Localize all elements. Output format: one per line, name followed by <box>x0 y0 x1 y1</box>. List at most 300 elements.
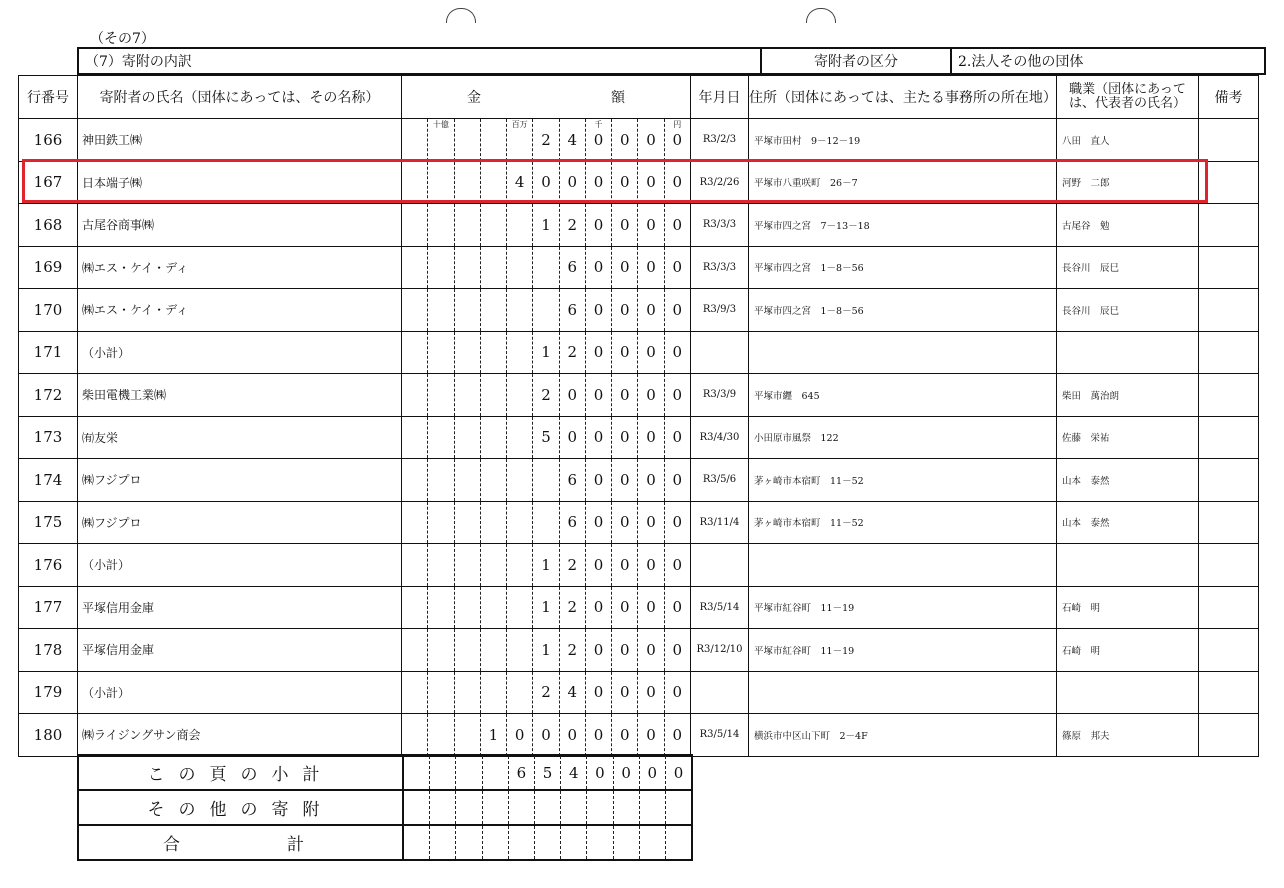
amount-digit-value: 2 <box>541 385 551 404</box>
amount-digit <box>586 502 612 544</box>
amount-digit <box>428 672 454 714</box>
amount-digit <box>614 756 640 789</box>
header-name: 寄附者の氏名（団体にあっては、その名称） <box>78 76 402 119</box>
amount-digit <box>481 672 507 714</box>
remarks-cell <box>1199 119 1259 162</box>
amount-digit <box>560 374 586 416</box>
amount-digit <box>560 459 586 501</box>
row-number: 169 <box>19 246 78 289</box>
amount-digit <box>560 332 586 374</box>
donor-representative: 河野 二郎 <box>1057 161 1199 204</box>
donor-name: ㈱エス・ケイ・ディ <box>78 246 402 289</box>
amount-digit <box>455 544 481 586</box>
amount-digit <box>533 714 559 756</box>
donor-address: 茅ヶ崎市本宿町 11－52 <box>749 459 1057 502</box>
amount-digit <box>665 587 690 629</box>
amount-digit-value: 0 <box>541 173 551 192</box>
amount-digit-value: 0 <box>646 513 656 532</box>
amount-digit <box>430 791 456 824</box>
amount-digit <box>560 502 586 544</box>
remarks-cell <box>1199 331 1259 374</box>
amount-digit <box>481 247 507 289</box>
amount-digit-value: 1 <box>488 725 499 744</box>
amount-digit <box>560 247 586 289</box>
amount-digit <box>586 374 612 416</box>
amount-digit-value: 0 <box>593 343 604 362</box>
remarks-cell <box>1199 629 1259 672</box>
amount-digit-value: 1 <box>541 555 551 574</box>
amount-digit-value: 0 <box>619 683 630 702</box>
donor-address: 横浜市中区山下町 2－4F <box>749 714 1057 757</box>
donor-representative: 山本 泰然 <box>1057 459 1199 502</box>
amount-digit <box>640 791 666 824</box>
amount-digit <box>507 204 533 246</box>
donor-address: 平塚市四之宮 7－13－18 <box>749 204 1057 247</box>
amount-digit-value: 0 <box>672 683 683 702</box>
donor-address: 平塚市四之宮 1－8－56 <box>749 246 1057 289</box>
donation-amount <box>402 671 691 714</box>
amount-digit-value: 0 <box>514 725 525 744</box>
donor-address: 小田原市風祭 122 <box>749 416 1057 459</box>
amount-digit <box>428 544 454 586</box>
amount-digit <box>402 119 428 161</box>
amount-digit <box>638 247 664 289</box>
donor-representative <box>1057 671 1199 714</box>
amount-digit <box>665 544 690 586</box>
page-label: （その7） <box>90 31 155 47</box>
amount-digit <box>430 756 456 789</box>
amount-digit <box>428 714 454 756</box>
table-header-row <box>19 76 1259 119</box>
amount-digit <box>428 459 454 501</box>
donor-name: 平塚信用金庫 <box>78 586 402 629</box>
amount-digit-value: 4 <box>567 683 577 702</box>
amount-digit-value: 0 <box>672 640 683 659</box>
donor-name: ㈱フジプロ <box>78 501 402 544</box>
amount-digit-value: 0 <box>619 470 630 489</box>
row-number: 170 <box>19 289 78 332</box>
donation-date: R3/3/3 <box>691 204 749 247</box>
amount-digit-value: 0 <box>567 428 577 447</box>
amount-digit <box>640 826 666 859</box>
amount-digit <box>560 714 586 756</box>
amount-digit-value: 0 <box>646 470 656 489</box>
amount-digit <box>586 204 612 246</box>
section-title: （7）寄附の内訳 <box>78 48 761 74</box>
amount-digit-value: 1 <box>541 215 551 234</box>
amount-digit <box>535 791 561 824</box>
amount-digit-value: 0 <box>646 683 656 702</box>
amount-digit <box>402 502 428 544</box>
amount-digit <box>665 289 690 331</box>
table-row <box>19 671 1259 714</box>
amount-digit <box>612 204 638 246</box>
amount-digit-value: 0 <box>646 428 656 447</box>
header-band <box>77 47 1266 75</box>
amount-digit <box>638 502 664 544</box>
amount-digit-value: 2 <box>567 640 577 659</box>
remarks-cell <box>1199 289 1259 332</box>
amount-digit <box>586 587 612 629</box>
donor-name: ㈲友栄 <box>78 416 402 459</box>
amount-digit-value: 0 <box>619 215 630 234</box>
table-row <box>19 544 1259 587</box>
row-highlight-box <box>22 159 1208 203</box>
amount-digit <box>586 417 612 459</box>
amount-digit <box>638 204 664 246</box>
amount-digit <box>455 629 481 671</box>
donor-address <box>749 671 1057 714</box>
row-number: 168 <box>19 204 78 247</box>
amount-digit <box>612 247 638 289</box>
amount-digit <box>507 587 533 629</box>
amount-digit-value: 0 <box>619 385 630 404</box>
amount-digit <box>507 714 533 756</box>
amount-digit-value: 0 <box>672 428 683 447</box>
amount-digit <box>533 247 559 289</box>
amount-digit-value: 2 <box>567 555 577 574</box>
amount-digit <box>638 544 664 586</box>
amount-digit-value: 0 <box>619 513 630 532</box>
remarks-cell <box>1199 671 1259 714</box>
punch-hole-mark <box>806 8 836 23</box>
amount-digit <box>665 459 690 501</box>
amount-digit <box>428 629 454 671</box>
table-row <box>19 629 1259 672</box>
amount-digit <box>430 826 456 859</box>
amount-digit <box>402 374 428 416</box>
amount-digit <box>586 119 612 161</box>
donation-amount <box>402 416 691 459</box>
donor-representative: 山本 泰然 <box>1057 501 1199 544</box>
table-row <box>19 331 1259 374</box>
amount-digit-value: 1 <box>541 343 551 362</box>
amount-digit-value: 0 <box>646 598 656 617</box>
remarks-cell <box>1199 246 1259 289</box>
donation-amount <box>402 331 691 374</box>
amount-digit <box>455 672 481 714</box>
amount-digit <box>614 826 640 859</box>
amount-digit-value: 0 <box>619 130 630 149</box>
amount-digit <box>455 459 481 501</box>
amount-digit <box>533 417 559 459</box>
donation-date: R3/12/10 <box>691 629 749 672</box>
amount-digit-value: 0 <box>672 513 683 532</box>
amount-digit <box>561 756 587 789</box>
header-row-no: 行番号 <box>19 76 78 119</box>
amount-digit <box>533 332 559 374</box>
donor-name: ㈱フジプロ <box>78 459 402 502</box>
table-row <box>19 289 1259 332</box>
donation-date: R3/3/9 <box>691 374 749 417</box>
other-donations-row <box>78 790 692 825</box>
amount-digit <box>535 756 561 789</box>
amount-digit <box>507 119 533 161</box>
amount-digit <box>586 629 612 671</box>
amount-digit-value: 0 <box>619 555 630 574</box>
amount-digit <box>560 289 586 331</box>
amount-digit <box>666 791 691 824</box>
donation-amount <box>402 289 691 332</box>
donor-representative: 長谷川 辰巳 <box>1057 289 1199 332</box>
row-number: 179 <box>19 671 78 714</box>
donor-name: ㈱ライジングサン商会 <box>78 714 402 757</box>
amount-digit <box>483 756 509 789</box>
amount-digit-value: 0 <box>593 683 604 702</box>
amount-digit <box>560 119 586 161</box>
amount-digit-value: 0 <box>646 300 656 319</box>
amount-digit <box>560 544 586 586</box>
table-row <box>19 714 1259 757</box>
remarks-cell <box>1199 544 1259 587</box>
row-number: 172 <box>19 374 78 417</box>
amount-digit-value: 0 <box>567 385 577 404</box>
amount-digit <box>481 502 507 544</box>
amount-digit <box>509 756 535 789</box>
amount-digit-value: 0 <box>619 343 630 362</box>
donation-amount <box>402 204 691 247</box>
amount-digit-value: 0 <box>646 258 656 277</box>
amount-digit <box>638 587 664 629</box>
donation-amount <box>402 119 691 162</box>
amount-digit <box>428 289 454 331</box>
amount-digit <box>428 332 454 374</box>
amount-digit <box>666 756 691 789</box>
amount-digit-value: 0 <box>593 300 604 319</box>
row-number: 176 <box>19 544 78 587</box>
table-row <box>19 586 1259 629</box>
donation-date: R3/9/3 <box>691 289 749 332</box>
amount-digit <box>612 332 638 374</box>
row-number: 178 <box>19 629 78 672</box>
amount-digit <box>665 119 690 161</box>
donor-address <box>749 331 1057 374</box>
donor-address: 平塚市紅谷町 11－19 <box>749 586 1057 629</box>
amount-digit-value: 0 <box>646 173 656 192</box>
amount-digit <box>665 374 690 416</box>
amount-digit <box>402 289 428 331</box>
donation-date <box>691 671 749 714</box>
amount-digit <box>533 587 559 629</box>
amount-digit <box>612 417 638 459</box>
donation-amount <box>402 586 691 629</box>
amount-digit <box>612 502 638 544</box>
amount-digit <box>665 629 690 671</box>
amount-digit <box>560 417 586 459</box>
donation-amount <box>402 501 691 544</box>
amount-digit-value: 0 <box>672 258 683 277</box>
amount-digit <box>560 587 586 629</box>
amount-digit-value: 0 <box>672 598 683 617</box>
amount-digit <box>481 289 507 331</box>
amount-digit <box>612 119 638 161</box>
amount-digit <box>507 459 533 501</box>
amount-digit <box>533 119 559 161</box>
row-number: 177 <box>19 586 78 629</box>
amount-digit <box>455 502 481 544</box>
amount-digit <box>428 502 454 544</box>
amount-digit <box>587 826 613 859</box>
amount-digit <box>455 332 481 374</box>
amount-digit-value: 0 <box>619 258 630 277</box>
amount-digit-value: 0 <box>672 385 683 404</box>
amount-unit-label: 十億 <box>432 120 449 129</box>
amount-digit <box>612 629 638 671</box>
amount-digit <box>612 544 638 586</box>
donor-representative: 柴田 萬治朗 <box>1057 374 1199 417</box>
amount-digit-value: 0 <box>593 725 604 744</box>
grand-total-row <box>78 825 692 860</box>
amount-digit <box>638 289 664 331</box>
amount-digit-value: 0 <box>672 215 683 234</box>
amount-digit-value: 5 <box>542 763 553 782</box>
donation-amount <box>402 459 691 502</box>
amount-digit <box>509 791 535 824</box>
donor-name: ㈱エス・ケイ・ディ <box>78 289 402 332</box>
table-row <box>19 204 1259 247</box>
amount-digit-value: 0 <box>646 130 656 149</box>
amount-digit-value: 0 <box>595 763 605 782</box>
donor-address: 茅ヶ崎市本宿町 11－52 <box>749 501 1057 544</box>
donor-address <box>749 544 1057 587</box>
donation-amount <box>402 714 691 757</box>
donor-representative: 佐藤 栄祐 <box>1057 416 1199 459</box>
amount-digit-value: 1 <box>541 598 551 617</box>
amount-digit-value: 0 <box>619 428 630 447</box>
amount-digit-value: 0 <box>672 725 683 744</box>
amount-digit <box>481 587 507 629</box>
table-row <box>19 501 1259 544</box>
donor-representative: 石崎 明 <box>1057 629 1199 672</box>
amount-digit <box>402 247 428 289</box>
amount-digit <box>404 756 430 789</box>
amount-digit-value: 2 <box>567 598 577 617</box>
row-number: 166 <box>19 119 78 162</box>
amount-digit <box>638 332 664 374</box>
donor-category-label: 寄附者の区分 <box>761 48 951 74</box>
amount-digit-value: 0 <box>619 640 630 659</box>
amount-digit <box>560 629 586 671</box>
amount-digit-value: 0 <box>672 470 683 489</box>
amount-digit <box>455 714 481 756</box>
amount-digit <box>507 374 533 416</box>
donation-date: R3/5/6 <box>691 459 749 502</box>
amount-digit <box>665 672 690 714</box>
donation-amount <box>402 246 691 289</box>
amount-digit-value: 0 <box>619 725 630 744</box>
amount-digit <box>612 587 638 629</box>
amount-digit-value: 2 <box>567 215 577 234</box>
amount-digit <box>481 714 507 756</box>
amount-digit <box>456 791 482 824</box>
amount-digit <box>638 119 664 161</box>
amount-digit-value: 0 <box>619 300 630 319</box>
amount-digit <box>402 459 428 501</box>
amount-digit <box>533 672 559 714</box>
amount-digit <box>666 826 691 859</box>
amount-digit-value: 0 <box>541 725 551 744</box>
amount-digit <box>665 332 690 374</box>
amount-digit <box>481 119 507 161</box>
amount-digit-value: 0 <box>673 763 684 782</box>
amount-digit <box>640 756 666 789</box>
amount-digit <box>483 826 509 859</box>
donor-address: 平塚市四之宮 1－8－56 <box>749 289 1057 332</box>
donor-name: 古尾谷商事㈱ <box>78 204 402 247</box>
amount-digit-value: 0 <box>593 555 604 574</box>
amount-digit <box>428 587 454 629</box>
amount-digit <box>507 289 533 331</box>
amount-digit <box>507 629 533 671</box>
amount-digit <box>533 502 559 544</box>
amount-digit-value: 5 <box>541 428 551 447</box>
amount-digit-value: 0 <box>593 215 604 234</box>
amount-digit <box>586 289 612 331</box>
header-occupation: 職業（団体にあっては、代表者の氏名） <box>1057 76 1199 119</box>
amount-digit <box>481 544 507 586</box>
amount-digit <box>665 714 690 756</box>
table-row <box>19 416 1259 459</box>
amount-digit <box>455 204 481 246</box>
amount-digit <box>586 459 612 501</box>
amount-digit <box>455 119 481 161</box>
amount-digit-value: 4 <box>567 130 577 149</box>
amount-digit <box>587 756 613 789</box>
amount-digit <box>402 714 428 756</box>
amount-digit-value: 0 <box>593 130 604 149</box>
donation-amount <box>402 544 691 587</box>
amount-digit <box>404 826 430 859</box>
amount-digit <box>533 204 559 246</box>
row-number: 180 <box>19 714 78 757</box>
amount-digit-value: 0 <box>567 173 577 192</box>
amount-digit-value: 0 <box>646 215 656 234</box>
amount-digit <box>507 247 533 289</box>
remarks-cell <box>1199 501 1259 544</box>
amount-digit-value: 0 <box>646 555 656 574</box>
amount-digit <box>402 629 428 671</box>
amount-digit <box>507 502 533 544</box>
amount-digit-value: 6 <box>516 763 527 782</box>
amount-digit-value: 1 <box>541 640 551 659</box>
row-number: 167 <box>19 161 78 204</box>
page-subtotal-row <box>78 755 692 790</box>
amount-digit <box>533 374 559 416</box>
amount-digit <box>481 417 507 459</box>
donation-date <box>691 331 749 374</box>
remarks-cell <box>1199 416 1259 459</box>
header-amount-left: 金 <box>467 90 481 106</box>
header-address: 住所（団体にあっては、主たる事務所の所在地） <box>749 76 1057 119</box>
page-subtotal-amount <box>403 755 692 790</box>
amount-digit <box>428 119 454 161</box>
amount-digit <box>509 826 535 859</box>
amount-digit <box>507 544 533 586</box>
donation-date: R3/3/3 <box>691 246 749 289</box>
amount-digit-value: 4 <box>514 173 525 192</box>
amount-digit <box>614 791 640 824</box>
amount-digit <box>533 629 559 671</box>
punch-hole-mark <box>446 8 476 23</box>
totals-table <box>77 754 693 861</box>
amount-digit-value: 0 <box>593 428 604 447</box>
donation-amount <box>402 629 691 672</box>
amount-digit <box>638 672 664 714</box>
amount-digit <box>665 417 690 459</box>
amount-digit <box>481 629 507 671</box>
amount-digit <box>481 459 507 501</box>
amount-digit <box>455 289 481 331</box>
